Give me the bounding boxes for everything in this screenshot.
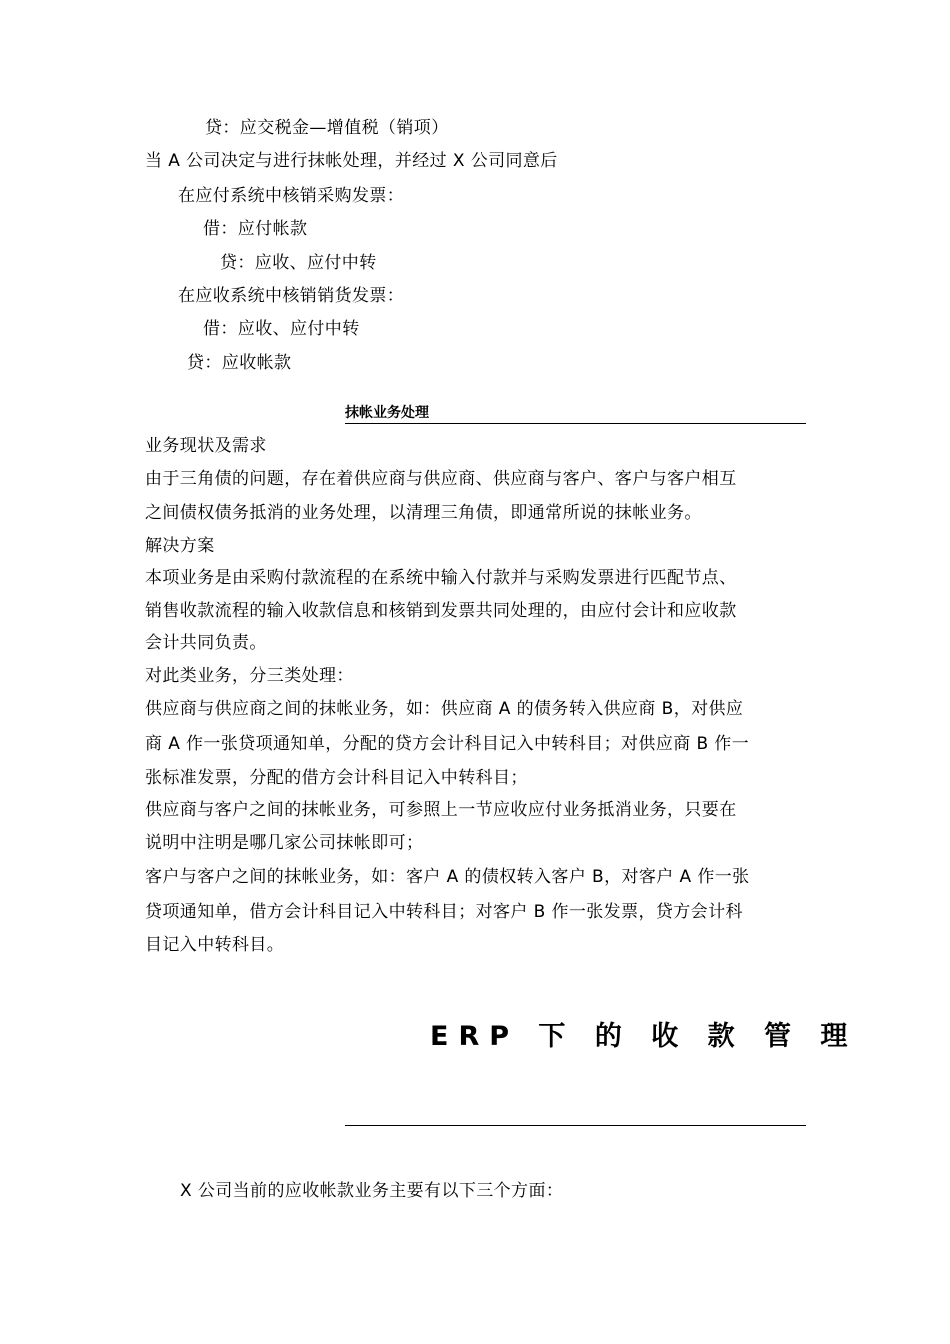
types-intro: 对此类业务，分三类处理：: [145, 666, 354, 686]
solution-heading: 解决方案: [145, 536, 215, 556]
ar-debit: 借：应收、应付中转: [203, 319, 360, 339]
ap-credit: 贷：应收、应付中转: [220, 253, 377, 273]
section-title-rule: [345, 423, 806, 424]
solution-text-line: 本项业务是由采购付款流程的在系统中输入付款并与采购发票进行匹配节点、: [145, 568, 737, 588]
type3-line: 客户与客户之间的抹帐业务，如：客户 A 的债权转入客户 B，对客户 A 作一张: [145, 867, 750, 887]
solution-text-line: 销售收款流程的输入收款信息和核销到发票共同处理的，由应付会计和应收款: [145, 601, 737, 621]
ap-heading: 在应付系统中核销采购发票：: [178, 186, 405, 206]
current-heading: 业务现状及需求: [145, 436, 267, 456]
solution-text-line: 会计共同负责。: [145, 633, 267, 653]
type1-line: 商 A 作一张贷项通知单，分配的贷方会计科目记入中转科目；对供应商 B 作一: [145, 734, 750, 754]
journal-intro: 当 A 公司决定与进行抹帐处理，并经过 X 公司同意后: [145, 151, 558, 171]
type1-line: 张标准发票，分配的借方会计科目记入中转科目；: [145, 768, 528, 788]
ap-debit: 借：应付帐款: [203, 219, 308, 239]
chapter-title: ERP 下 的 收 款 管 理: [430, 1021, 858, 1052]
section-title: 抹帐业务处理: [345, 405, 429, 421]
current-text-line: 之间债权债务抵消的业务处理，以清理三角债，即通常所说的抹帐业务。: [145, 503, 702, 523]
type3-line: 贷项通知单，借方会计科目记入中转科目；对客户 B 作一张发票，贷方会计科: [145, 902, 743, 922]
chapter-intro: X 公司当前的应收帐款业务主要有以下三个方面：: [180, 1181, 564, 1201]
ar-credit: 贷：应收帐款: [187, 353, 292, 373]
type3-line: 目记入中转科目。: [145, 935, 285, 955]
current-text-line: 由于三角债的问题，存在着供应商与供应商、供应商与客户、客户与客户相互: [145, 469, 737, 489]
chapter-title-rule: [345, 1125, 806, 1126]
type1-line: 供应商与供应商之间的抹帐业务，如：供应商 A 的债务转入供应商 B，对供应: [145, 699, 744, 719]
ar-heading: 在应收系统中核销销货发票：: [178, 286, 405, 306]
journal-credit-vat: 贷：应交税金—增值税（销项）: [205, 118, 449, 138]
type2-line: 说明中注明是哪几家公司抹帐即可；: [145, 833, 424, 853]
type2-line: 供应商与客户之间的抹帐业务，可参照上一节应收应付业务抵消业务，只要在: [145, 800, 737, 820]
